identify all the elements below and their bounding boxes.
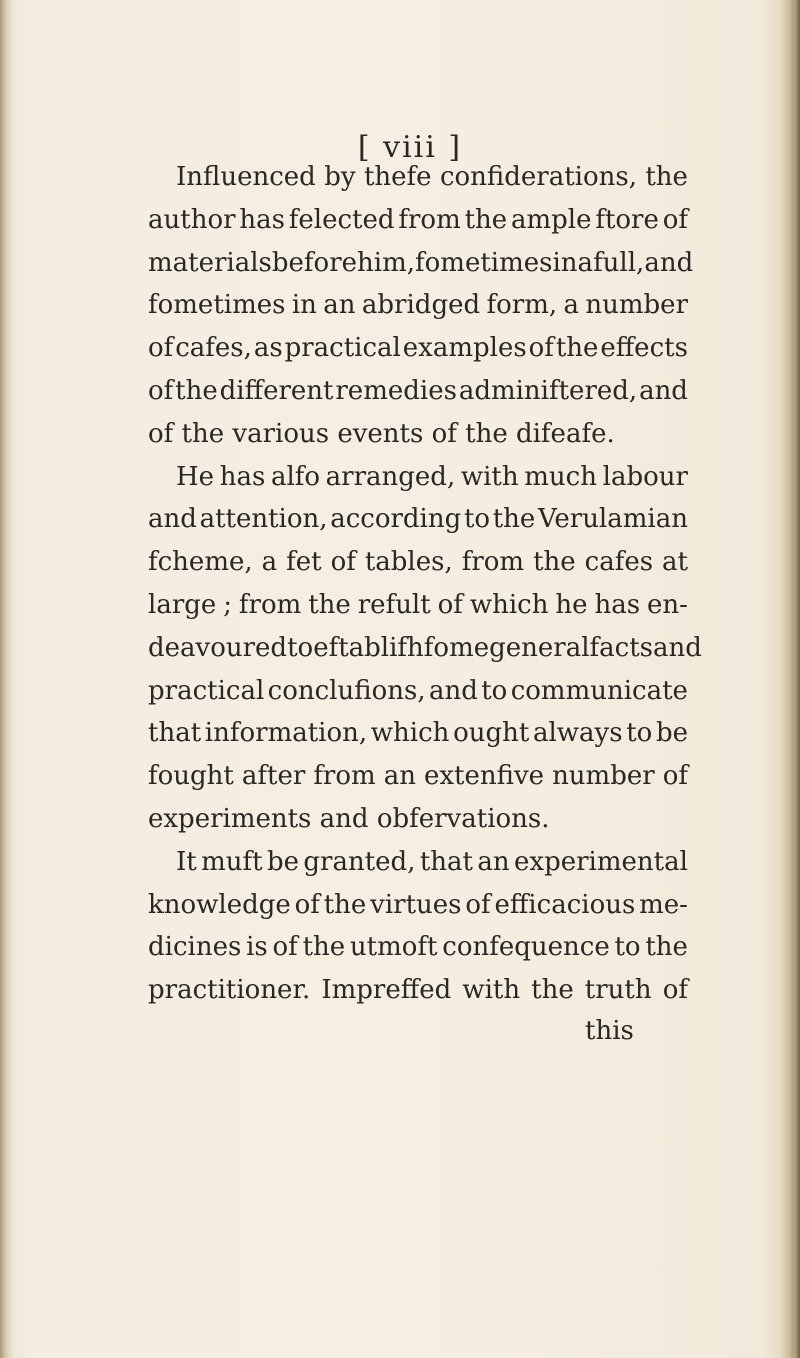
text-line: practical conclufions, and to communicate: [148, 675, 688, 706]
text-line: Influenced by thefe confiderations, the: [176, 162, 688, 192]
text-line: deavoured to eftablifh fome general facts and: [148, 632, 702, 663]
text-line: He has alfo arranged, with much labour: [176, 461, 688, 492]
text-line: large ; from the refult of which he has en-: [148, 589, 688, 620]
text-line: author has felected from the ample ftore of: [148, 204, 688, 235]
text-line: fought after from an extenfive number of: [148, 761, 688, 792]
text-line: of the different remedies adminiftered, and: [148, 375, 688, 406]
page-header: [ viii ]: [357, 130, 463, 165]
page-left-edge: [0, 0, 14, 1358]
text-line: fcheme, a fet of tables, from the cafes at: [148, 547, 688, 578]
body-text: [148, 156, 702, 1012]
text-line: that information, which ought always to be: [148, 718, 688, 749]
text-line: dicines is of the utmoft confequence to the: [148, 932, 688, 963]
text-line: It muft be granted, that an experimental: [176, 846, 688, 877]
text-line: experiments and obfervations.: [148, 803, 550, 834]
page-right-edge: [790, 0, 800, 1358]
text-line: and attention, according to the Verulamian: [148, 504, 688, 535]
text-line: of cafes, as practical examples of the effects: [148, 333, 688, 364]
text-line: knowledge of the virtues of efficacious me-: [148, 889, 688, 920]
text-line: of the various events of the difeafe.: [148, 418, 615, 449]
text-line: practitioner. Impreffed with the truth of: [148, 975, 688, 1006]
text-line: fometimes in an abridged form, a number: [148, 290, 688, 321]
text-line: materials before him, fometimes in a full, and: [148, 247, 694, 278]
catchword: this: [585, 1016, 634, 1046]
